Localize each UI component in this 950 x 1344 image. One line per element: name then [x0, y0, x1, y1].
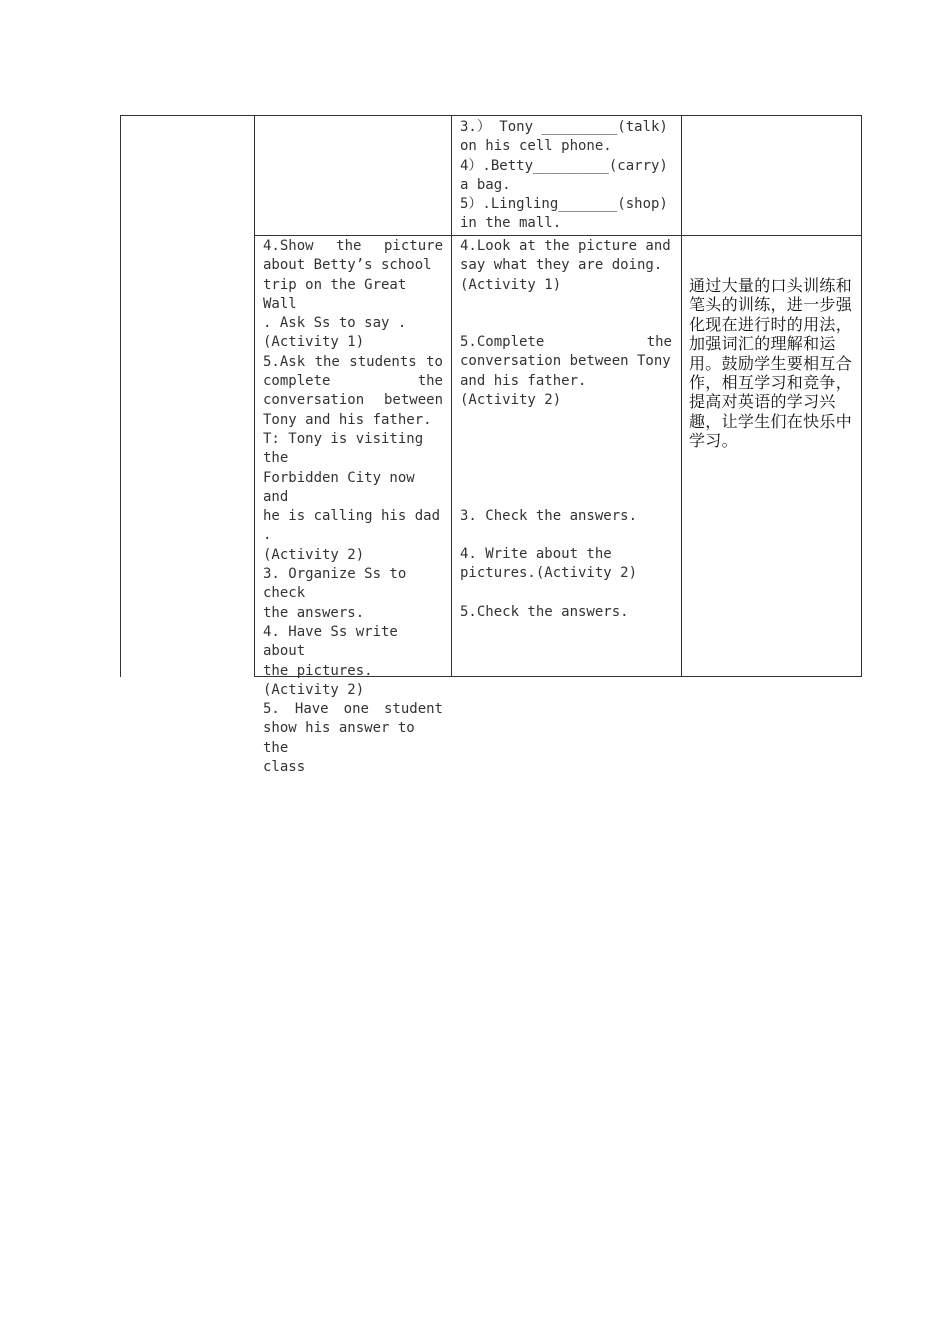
text-line: 5. Have one student: [263, 701, 443, 718]
text-line: (Activity 2): [263, 681, 365, 698]
text-line: he is calling his dad .: [263, 508, 441, 544]
text-line: (Activity 1): [460, 276, 562, 293]
text-line: Tony and his father.: [263, 411, 432, 428]
table-left-border: [120, 115, 121, 677]
text-line: 4. Have Ss write about: [263, 623, 398, 660]
text-line: 3. Check the answers.: [460, 508, 638, 524]
text-line: on his cell phone.: [460, 138, 612, 155]
text-line: show his answer to the: [263, 720, 415, 756]
text-line: about Betty’s school: [263, 257, 432, 274]
column-divider-1: [254, 115, 255, 677]
text-line: 5）.Lingling_______(shop): [460, 196, 668, 213]
text-line: in the mall.: [460, 215, 562, 232]
table-top-border: [120, 115, 862, 116]
row2-student-block-5: [460, 603, 672, 622]
row2-student-block-3: [460, 507, 672, 526]
text-line: 3.） Tony _________(talk): [460, 119, 668, 135]
text-line: the answers.: [263, 604, 365, 621]
text-line: (Activity 1): [263, 334, 365, 351]
row2-student-block-2: [460, 333, 672, 410]
text-line: class: [263, 759, 306, 776]
text-line: conversation between: [263, 392, 443, 409]
text-line: the pictures.: [263, 662, 373, 679]
text-line: T: Tony is visiting the: [263, 430, 424, 467]
column-divider-3: [681, 115, 682, 677]
row-divider: [254, 235, 862, 236]
table-right-border: [861, 115, 862, 677]
text-line: complete the: [263, 373, 443, 390]
text-line: 3. Organize Ss to check: [263, 566, 407, 602]
text-line: 5.Complete the: [460, 334, 672, 350]
text-line: and his father.: [460, 372, 587, 389]
text-line: Forbidden City now and: [263, 469, 415, 505]
text-line: conversation between Tony: [460, 353, 671, 370]
text-line: pictures.(Activity 2): [460, 565, 638, 582]
row2-student-block-4: [460, 545, 672, 584]
text-line: 4）.Betty_________(carry): [460, 157, 668, 174]
row1-student-cell: [460, 118, 672, 234]
text-line: (Activity 2): [460, 391, 562, 408]
text-line: 5.Check the answers.: [460, 604, 629, 620]
text-line: . Ask Ss to say .: [263, 315, 407, 332]
text-line: a bag.: [460, 176, 511, 193]
text-line: trip on the Great Wall: [263, 276, 407, 312]
row2-teacher-cell: [263, 237, 443, 777]
text-line: say what they are doing.: [460, 257, 663, 274]
text-line: 5.Ask the students to: [263, 353, 443, 370]
column-divider-2: [451, 115, 452, 677]
row2-student-block-1: [460, 237, 672, 295]
text-line: (Activity 2): [263, 546, 365, 563]
text-line: 4.Show the picture: [263, 238, 443, 254]
text-line: 4. Write about the: [460, 546, 612, 562]
row2-purpose-cell: [689, 276, 855, 451]
text-line: 4.Look at the picture and: [460, 238, 671, 254]
purpose-text: 通过大量的口头训练和笔头的训练，进一步强化现在进行时的用法，加强词汇的理解和运用。鼓励学生要相互合作，相互学习和竞争，提高对英语的学习兴趣，让学生们在快乐中学习。: [689, 276, 853, 451]
